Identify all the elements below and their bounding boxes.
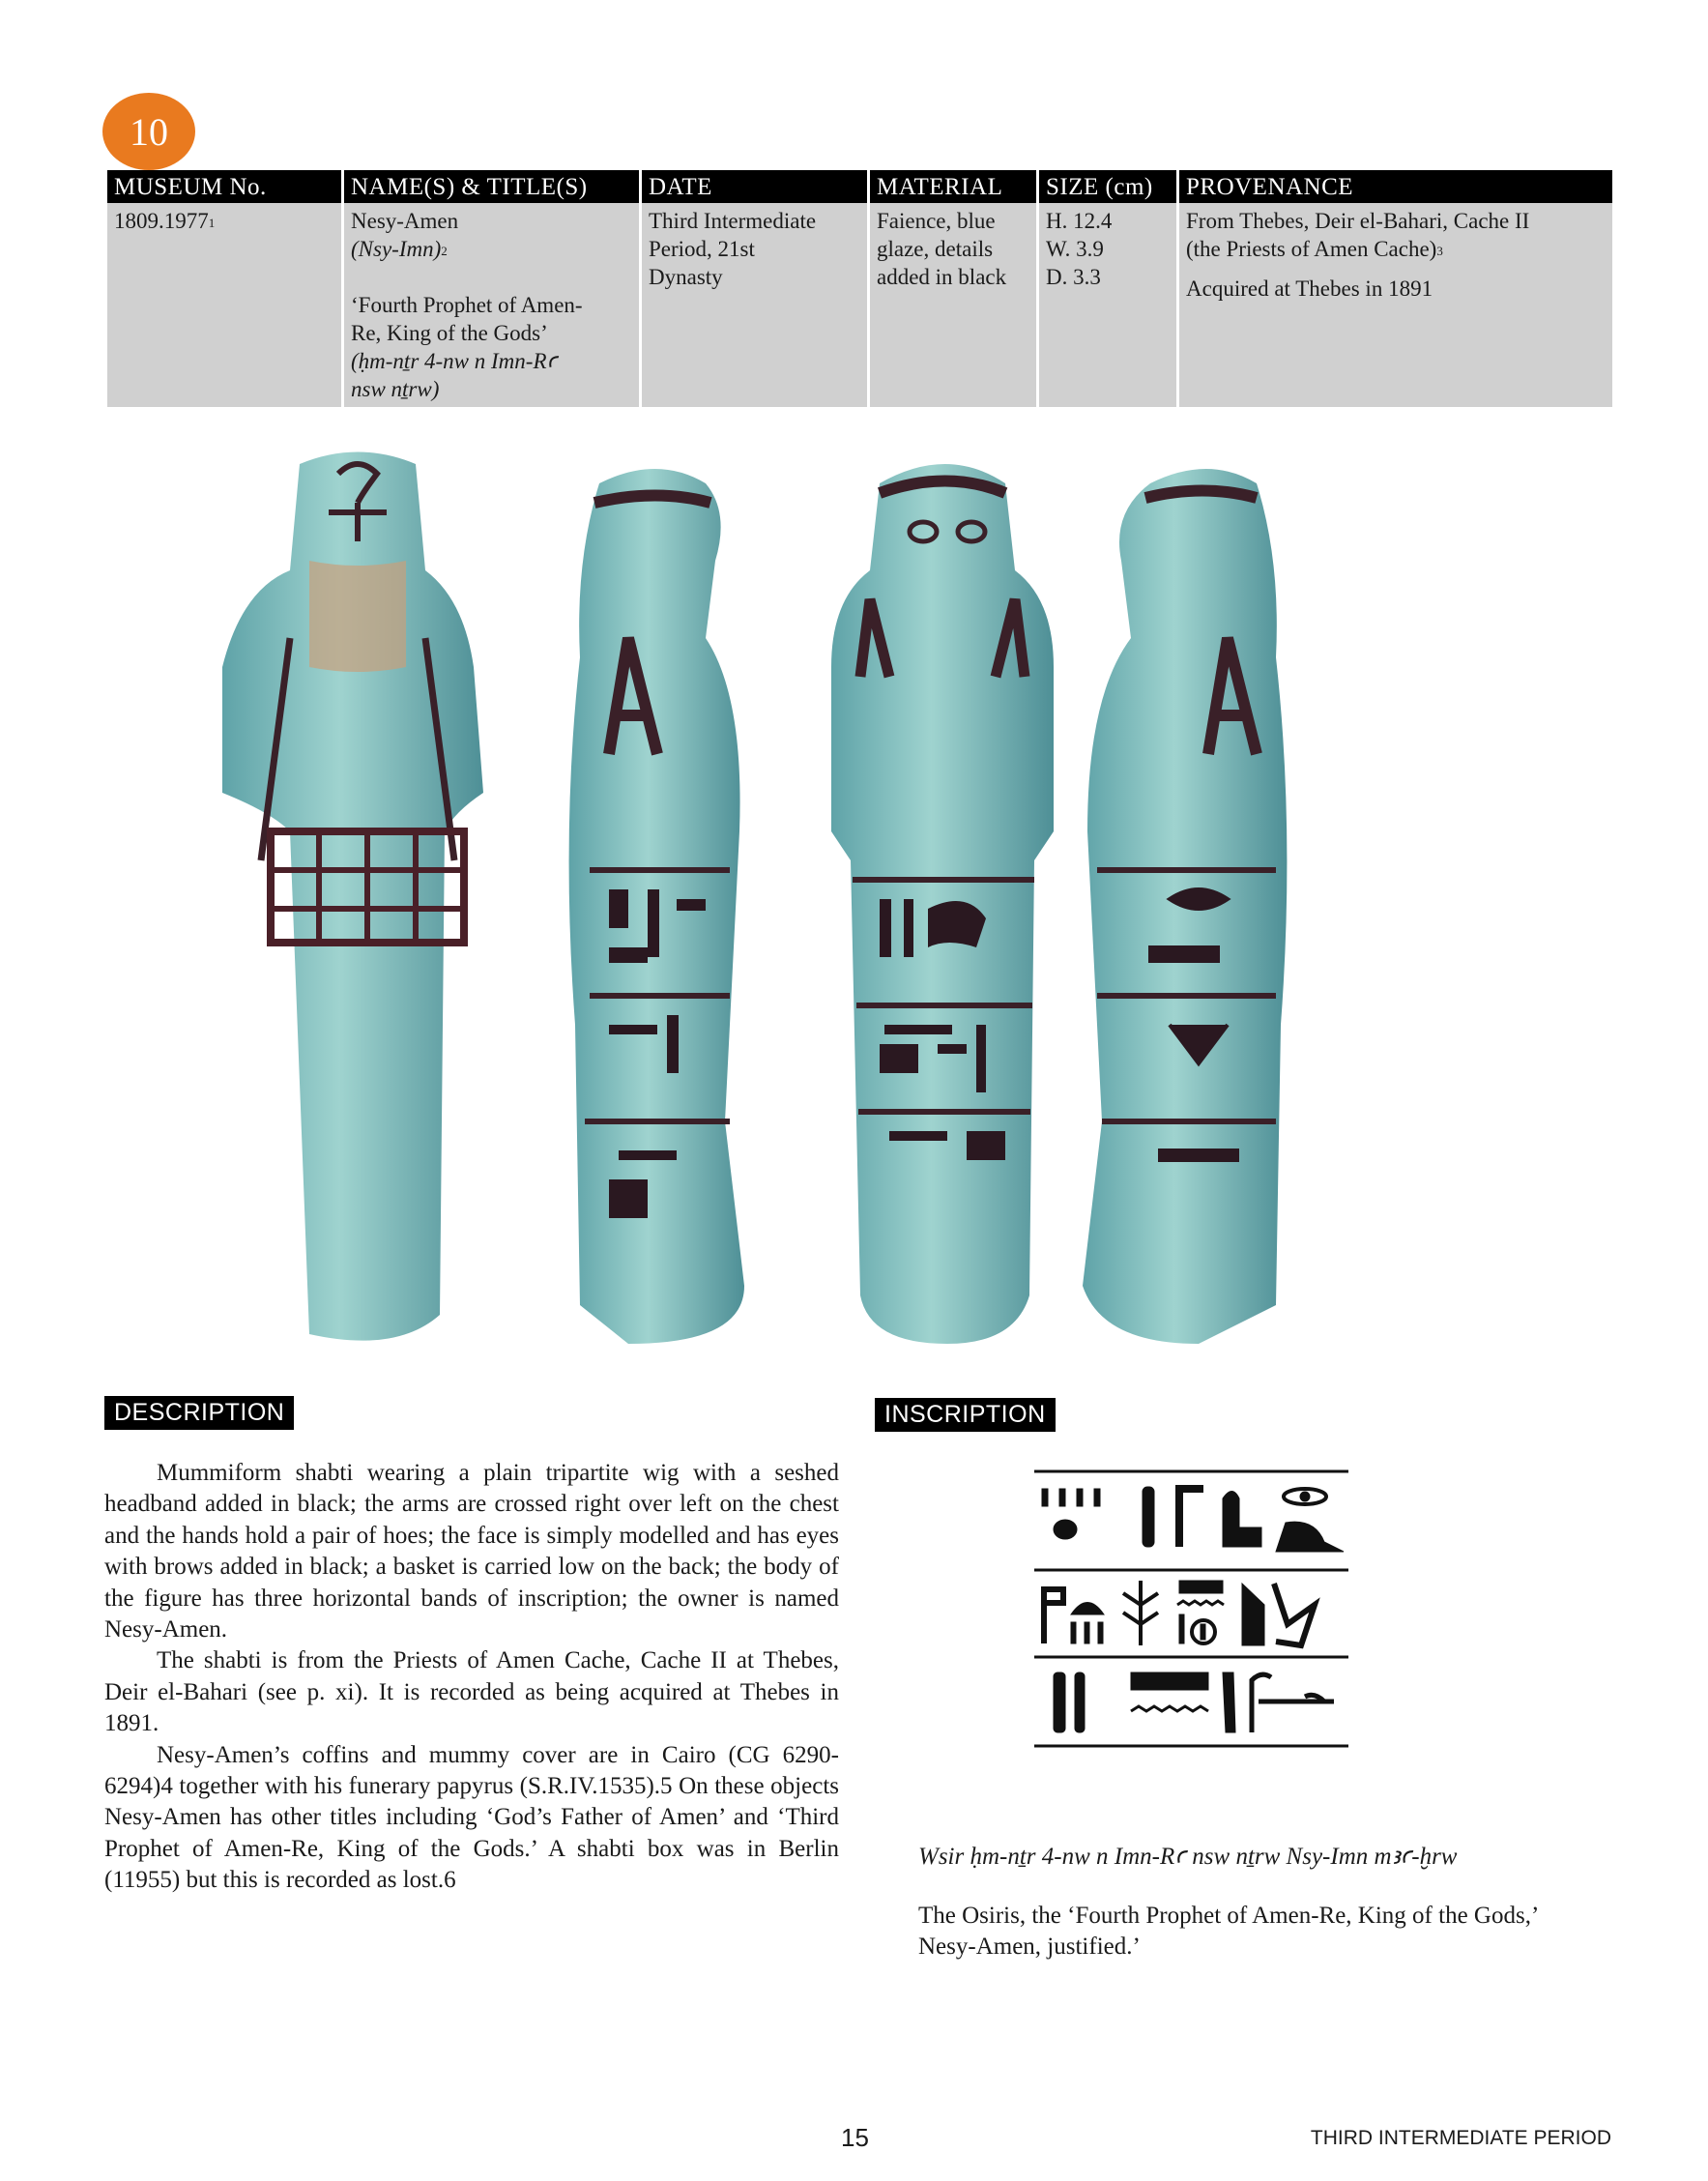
description-paragraph: Mummiform shabti wearing a plain tripartite wig with a seshed headband added in black; the arms are crossed right over left on the chest and the hands hold a pair of hoes; the face is simply modelled and has eyes with brows added in black; a basket is carried low on the back; the body of the figure has three horizontal bands of inscription; the owner is named Nesy-Amen. [104, 1460, 839, 1643]
description-heading: DESCRIPTION [104, 1396, 294, 1430]
date-line: Dynasty [649, 265, 723, 289]
footnote-ref: 3 [1436, 244, 1443, 258]
catalogue-table [104, 170, 1615, 407]
date-line: Period, 21st [649, 237, 755, 261]
museum-no: 1809.1977 [114, 209, 209, 233]
name: Nesy-Amen [351, 209, 459, 233]
entry-number: 10 [130, 109, 168, 154]
title-line: Re, King of the Gods’ [351, 321, 548, 345]
cell-museum-no [107, 203, 341, 407]
title-transliteration: (ḥm-nṯr 4-nw n Imn-Rꜥ [351, 349, 558, 373]
cell-provenance [1179, 203, 1612, 407]
entry-number-badge [102, 93, 195, 170]
cell-names [344, 203, 639, 407]
header-size: SIZE (cm) [1039, 170, 1176, 203]
size-width: W. 3.9 [1046, 237, 1104, 261]
cell-material [870, 203, 1036, 407]
translation: The Osiris, the ‘Fourth Prophet of Amen-Re, King of the Gods,’ Nesy-Amen, justified.’ [918, 1903, 1538, 1960]
shabti-front-view [831, 464, 1054, 1344]
cell-size [1039, 203, 1176, 407]
running-head: THIRD INTERMEDIATE PERIOD [1310, 2127, 1611, 2149]
footnote-ref: 2 [441, 244, 448, 258]
header-museum-no: MUSEUM No. [107, 170, 341, 203]
provenance-line: (the Priests of Amen Cache) [1186, 237, 1437, 261]
description-paragraph: Nesy-Amen’s coffins and mummy cover are in Cairo (CG 6290-6294)4 together with his funerary papyrus (S.R.IV.1535).5 On these objects Nesy-Amen has other titles including ‘God’s Father of Amen’ and ‘Third Prophet of Amen-Re, King of the Gods.’ A shabti box was in Berlin (11955) but this is recorded as lost.6 [104, 1741, 839, 1894]
page-number: 15 [841, 2123, 869, 2152]
transliteration: Wsir ḥm-nṯr 4-nw n Imn-Rꜥ nsw nṯrw Nsy-Imn mꜣꜥ-ḫrw [918, 1844, 1458, 1870]
description-paragraph: The shabti is from the Priests of Amen Cache, Cache II at Thebes, Deir el-Bahari (see p. xi). It is recorded as being acquired at Thebes in 1891. [104, 1647, 839, 1737]
acquisition-line: Acquired at Thebes in 1891 [1186, 276, 1433, 301]
shabti-side-view-left [569, 469, 744, 1344]
material-line: Faience, blue [877, 209, 996, 233]
header-names: NAME(S) & TITLE(S) [344, 170, 639, 203]
shabti-side-view-right [1083, 469, 1287, 1344]
shabti-back-view [222, 452, 483, 1341]
provenance-line: From Thebes, Deir el-Bahari, Cache II [1186, 209, 1530, 233]
title-line: ‘Fourth Prophet of Amen- [351, 293, 583, 317]
shabti-photographs [203, 445, 1498, 1373]
size-height: H. 12.4 [1046, 209, 1113, 233]
material-line: added in black [877, 265, 1007, 289]
size-depth: D. 3.3 [1046, 265, 1101, 289]
date-line: Third Intermediate [649, 209, 817, 233]
description-body [104, 1458, 839, 1897]
hieroglyphic-inscription [1034, 1469, 1353, 1750]
material-line: glaze, details [877, 237, 994, 261]
inscription-heading: INSCRIPTION [875, 1398, 1056, 1432]
table-header-row [107, 170, 1612, 203]
name-transliteration: (Nsy-Imn) [351, 237, 442, 261]
header-provenance: PROVENANCE [1179, 170, 1612, 203]
footnote-ref: 1 [208, 216, 216, 230]
cell-date [642, 203, 867, 407]
header-date: DATE [642, 170, 867, 203]
header-material: MATERIAL [870, 170, 1036, 203]
title-transliteration: nsw nṯrw) [351, 377, 440, 401]
table-row [107, 203, 1612, 407]
